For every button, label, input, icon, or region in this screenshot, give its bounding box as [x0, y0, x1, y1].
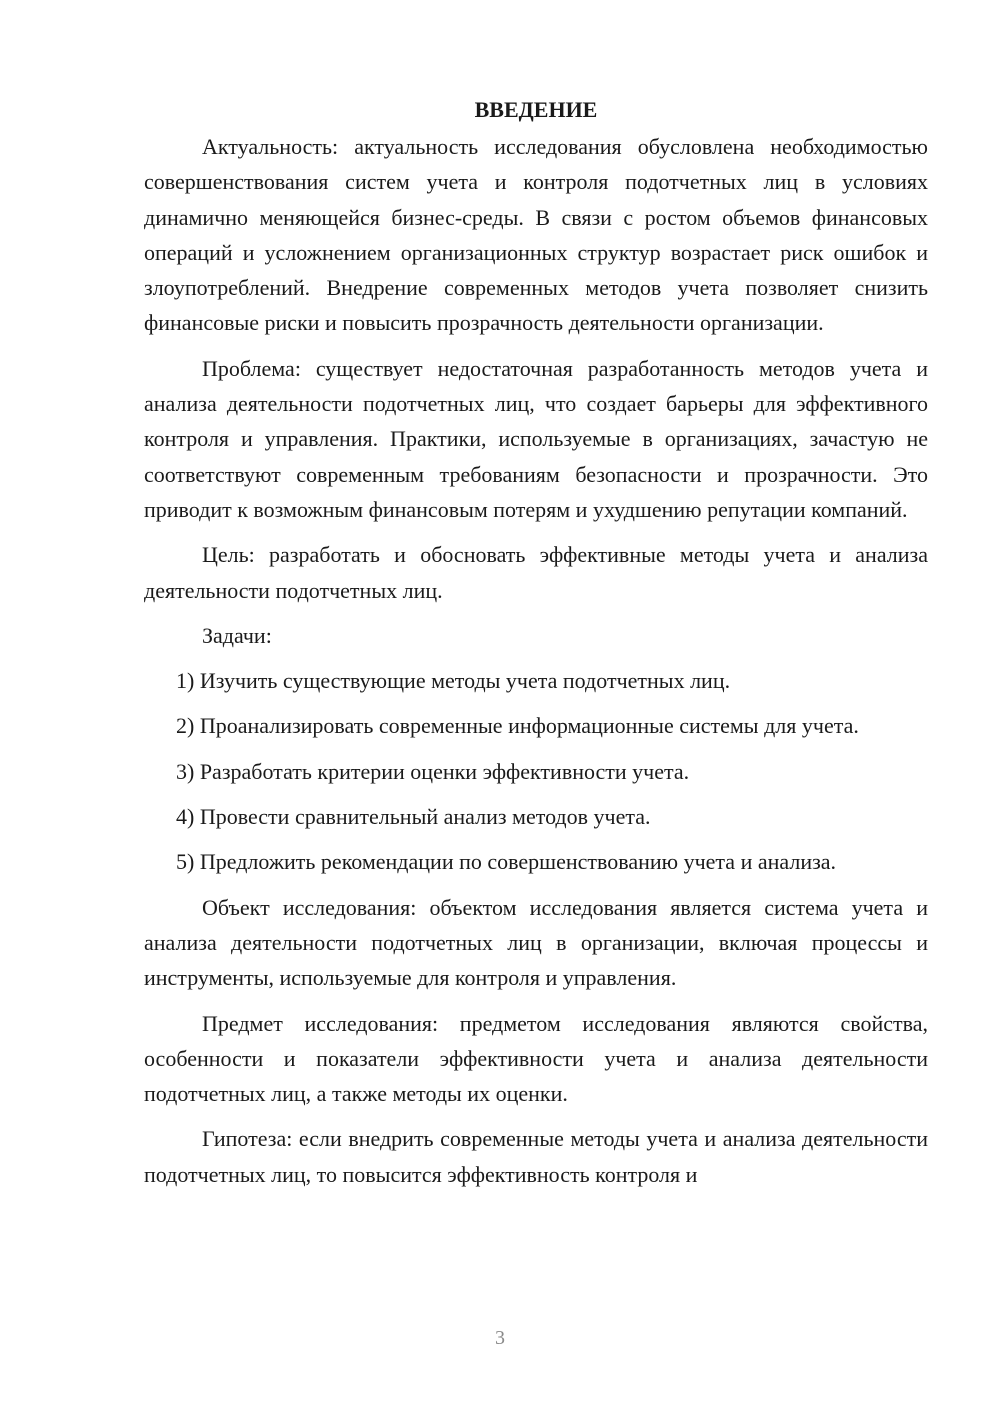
- paragraph-goal: Цель: разработать и обосновать эффективные методы учета и анализа деятельности подотчетных лиц.: [144, 542, 928, 603]
- tasks-heading: Задачи:: [202, 622, 272, 648]
- page-title: ВВЕДЕНИЕ: [474, 97, 598, 122]
- task-item-1: 1) Изучить существующие методы учета подотчетных лиц.: [176, 668, 731, 694]
- paragraph-problem: Проблема: существует недостаточная разработанность методов учета и анализа деятельности подотчетных лиц, что создает барьеры для эффективного контроля и управления. Практики, используемые в организациях, зачастую не соответствуют современным требованиям безопасности и прозрачности. Это приводит к возможным финансовым потерям и ухудшению репутации компаний.: [144, 355, 928, 522]
- task-item-2: 2) Проанализировать современные информационные системы для учета.: [176, 713, 859, 739]
- page-number: 3: [495, 1327, 505, 1349]
- task-item-4: 4) Провести сравнительный анализ методов учета.: [176, 804, 651, 830]
- task-item-3: 3) Разработать критерии оценки эффективности учета.: [176, 758, 690, 784]
- paragraph-subject: Предмет исследования: предметом исследования являются свойства, особенности и показатели эффективности учета и анализа деятельности подотчетных лиц, а также методы их оценки.: [144, 1010, 928, 1107]
- task-item-5: 5) Предложить рекомендации по совершенствованию учета и анализа.: [176, 849, 837, 875]
- paragraph-hypothesis: Гипотеза: если внедрить современные методы учета и анализа деятельности подотчетных лиц, то повысится эффективность контроля и: [144, 1126, 928, 1187]
- paragraph-object: Объект исследования: объектом исследования является система учета и анализа деятельности подотчетных лиц в организации, включая процессы и инструменты, используемые для контроля и управления.: [144, 894, 928, 991]
- page-body: [144, 92, 928, 1202]
- paragraph-relevance: Актуальность: актуальность исследования обусловлена необходимостью совершенствования систем учета и контроля подотчетных лиц в условиях динамично меняющейся бизнес-среды. В связи с ростом объемов финансовых операций и усложнением организационных структур возрастает риск ошибок и злоупотреблений. Внедрение современных методов учета позволяет снизить финансовые риски и повысить прозрачность деятельности организации.: [144, 134, 928, 336]
